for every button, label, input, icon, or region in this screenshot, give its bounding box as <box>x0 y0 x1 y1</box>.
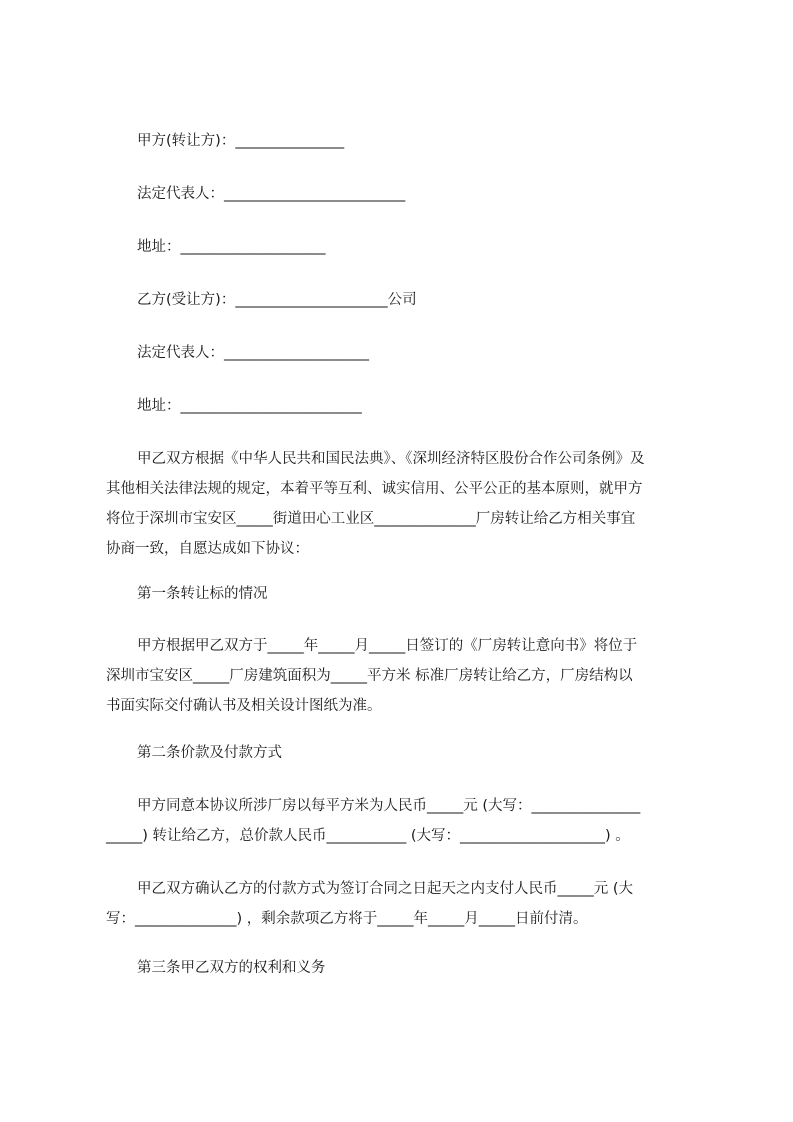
article-2-title: 第二条价款及付款方式 <box>137 745 282 761</box>
party-b-representative-line: 法定代表人：____________________ <box>137 345 369 361</box>
intro-paragraph-line-4: 协商一致，自愿达成如下协议： <box>106 541 309 557</box>
party-a-address-line: 地址：____________________ <box>137 239 326 255</box>
intro-paragraph-line-2: 其他相关法律法规的规定，本着平等互利、诚实信用、公平公正的基本原则，就甲方 <box>106 481 643 497</box>
intro-paragraph-line-3: 将位于深圳市宝安区_____街道田心工业区______________厂房转让给乙方相关事宜 <box>106 511 636 527</box>
article-1-title: 第一条转让标的情况 <box>137 586 268 602</box>
article-1-line-2: 深圳市宝安区_____厂房建筑面积为_____平方米 标准厂房转让给乙方，厂房结构以 <box>106 668 633 684</box>
article-2-paragraph-1-line-2: _____) 转让给乙方，总价款人民币___________ (大写：____________________) 。 <box>106 828 630 844</box>
party-b-line: 乙方(受让方)：_____________________公司 <box>137 292 417 308</box>
article-1-line-1: 甲方根据甲乙双方于_____年_____月_____日签订的《厂房转让意向书》将位于 <box>137 638 638 654</box>
article-2-paragraph-2-line-2: 写：______________) ，剩余款项乙方将于_____年_____月_____日前付清。 <box>106 911 588 927</box>
article-2-paragraph-1-line-1: 甲方同意本协议所涉厂房以每平方米为人民币_____元 (大写：_______________ <box>137 798 641 814</box>
party-a-line: 甲方(转让方)：_______________ <box>137 133 345 149</box>
intro-paragraph-line-1: 甲乙双方根据《中华人民共和国民法典》、《深圳经济特区股份合作公司条例》及 <box>137 451 645 467</box>
article-2-paragraph-2-line-1: 甲乙双方确认乙方的付款方式为签订合同之日起天之内支付人民币_____元 (大 <box>137 881 634 897</box>
party-a-representative-line: 法定代表人：_________________________ <box>137 186 406 202</box>
article-1-line-3: 书面实际交付确认书及相关设计图纸为准。 <box>106 698 382 714</box>
party-b-address-line: 地址：_________________________ <box>137 398 362 414</box>
article-3-title: 第三条甲乙双方的权利和义务 <box>137 960 326 976</box>
